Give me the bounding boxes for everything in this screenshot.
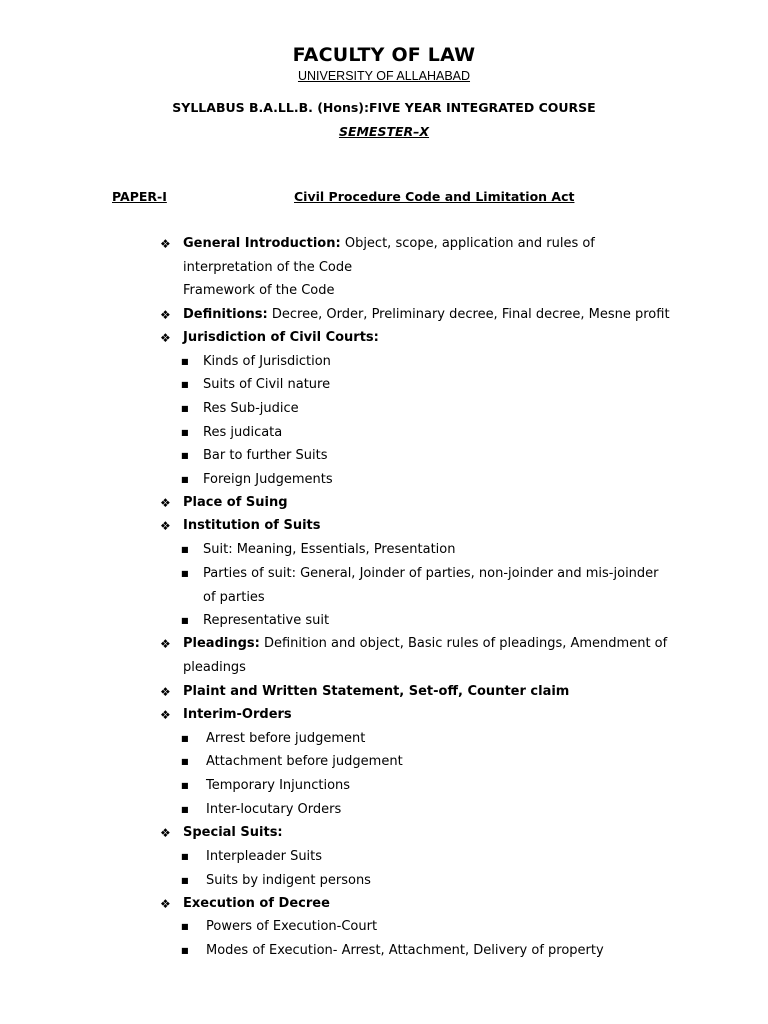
item-text: Powers of Execution-Court — [206, 919, 378, 934]
item-text: interpretation of the Code — [183, 260, 353, 275]
diamond-bullet-icon: ❖ — [160, 637, 171, 651]
item-heading: Interim-Orders — [183, 707, 292, 722]
item-text: Attachment before judgement — [206, 754, 403, 769]
square-bullet-icon: ■ — [181, 451, 189, 460]
item-text: Foreign Judgements — [203, 472, 333, 487]
square-bullet-icon: ■ — [181, 545, 189, 554]
item-heading: Definitions: — [183, 307, 268, 322]
item-text: Decree, Order, Preliminary decree, Final decree, Mesne profit — [267, 307, 670, 322]
paper-number: PAPER-I — [112, 189, 167, 204]
square-bullet-icon: ■ — [181, 852, 189, 861]
diamond-bullet-icon: ❖ — [160, 685, 171, 699]
square-bullet-icon: ■ — [181, 734, 189, 743]
item-text: Temporary Injunctions — [206, 778, 351, 793]
item-text: Representative suit — [203, 613, 330, 628]
item-text: of parties — [203, 590, 265, 605]
item-heading: Pleadings: — [183, 636, 260, 651]
syllabus-title: SYLLABUS B.A.LL.B. (Hons):FIVE YEAR INTEGRATED COURSE — [172, 100, 596, 115]
item-text: Object, scope, application and rules of — [340, 236, 595, 251]
item-text: Arrest before judgement — [206, 731, 366, 746]
item-text: Modes of Execution- Arrest, Attachment, Delivery of property — [206, 943, 604, 958]
item-heading: Institution of Suits — [183, 518, 321, 533]
square-bullet-icon: ■ — [181, 616, 189, 625]
item-text: Parties of suit: General, Joinder of parties, non-joinder and mis-joinder — [203, 566, 659, 581]
item-text: Bar to further Suits — [203, 448, 328, 463]
item-text: Suits of Civil nature — [203, 377, 331, 392]
item-heading: Jurisdiction of Civil Courts: — [183, 330, 379, 345]
square-bullet-icon: ■ — [181, 781, 189, 790]
square-bullet-icon: ■ — [181, 475, 189, 484]
square-bullet-icon: ■ — [181, 428, 189, 437]
item-text: Suit: Meaning, Essentials, Presentation — [203, 542, 456, 557]
item-text: Res Sub-judice — [203, 401, 299, 416]
diamond-bullet-icon: ❖ — [160, 331, 171, 345]
square-bullet-icon: ■ — [181, 876, 189, 885]
square-bullet-icon: ■ — [181, 357, 189, 366]
item-text: Inter-locutary Orders — [206, 802, 342, 817]
item-text: Interpleader Suits — [206, 849, 323, 864]
diamond-bullet-icon: ❖ — [160, 496, 171, 510]
item-heading: Place of Suing — [183, 495, 288, 510]
item-heading: Special Suits: — [183, 825, 283, 840]
item-heading: Execution of Decree — [183, 896, 330, 911]
item-heading: Plaint and Written Statement, Set-off, Counter claim — [183, 684, 570, 699]
semester-label: SEMESTER–X — [338, 124, 430, 139]
item-text: pleadings — [183, 660, 246, 675]
square-bullet-icon: ■ — [181, 404, 189, 413]
square-bullet-icon: ■ — [181, 805, 189, 814]
diamond-bullet-icon: ❖ — [160, 308, 171, 322]
item-text: Res judicata — [203, 425, 283, 440]
paper-title: Civil Procedure Code and Limitation Act — [294, 189, 575, 204]
square-bullet-icon: ■ — [181, 380, 189, 389]
diamond-bullet-icon: ❖ — [160, 897, 171, 911]
university-name: UNIVERSITY OF ALLAHABAD — [297, 69, 471, 83]
square-bullet-icon: ■ — [181, 569, 189, 578]
square-bullet-icon: ■ — [181, 922, 189, 931]
diamond-bullet-icon: ❖ — [160, 237, 171, 251]
square-bullet-icon: ■ — [181, 946, 189, 955]
diamond-bullet-icon: ❖ — [160, 826, 171, 840]
item-heading: General Introduction: — [183, 236, 341, 251]
item-text: Framework of the Code — [183, 283, 335, 298]
item-text: Kinds of Jurisdiction — [203, 354, 331, 369]
square-bullet-icon: ■ — [181, 757, 189, 766]
item-text: Suits by indigent persons — [206, 873, 371, 888]
diamond-bullet-icon: ❖ — [160, 519, 171, 533]
diamond-bullet-icon: ❖ — [160, 708, 171, 722]
item-text: Definition and object, Basic rules of pleadings, Amendment of — [259, 636, 668, 651]
faculty-title: FACULTY OF LAW — [292, 44, 476, 66]
